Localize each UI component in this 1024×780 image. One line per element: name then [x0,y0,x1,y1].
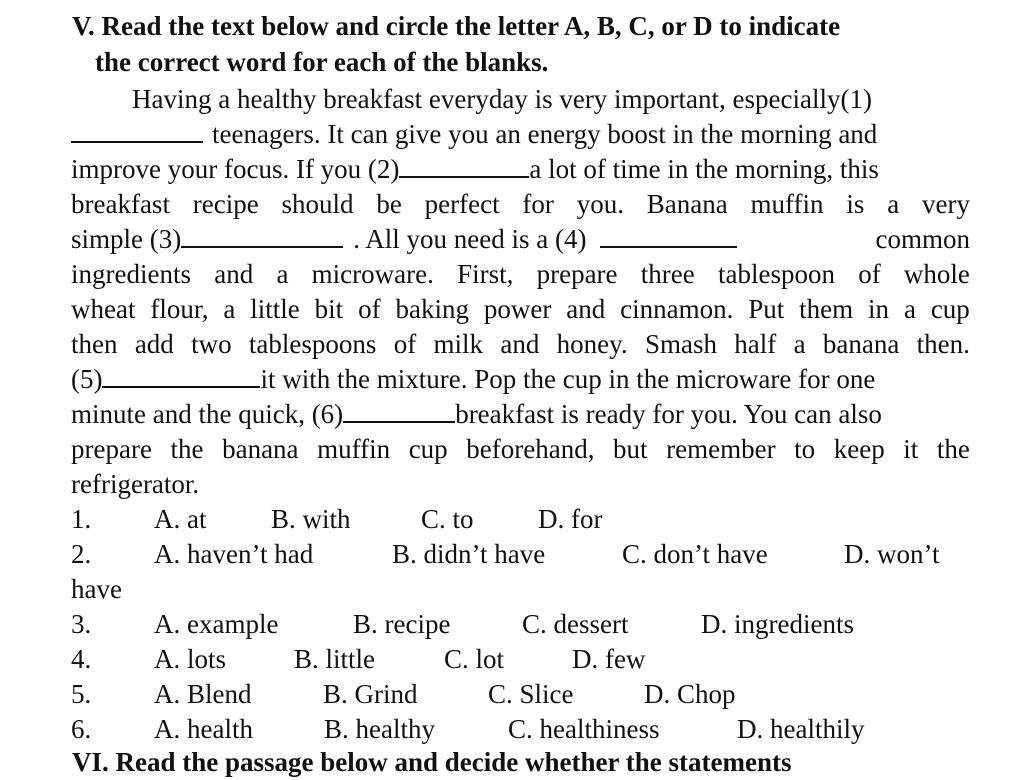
blank-1 [71,119,203,143]
passage-word: remember [666,434,776,464]
passage-word: banana [822,329,900,359]
passage-word: cup [408,434,448,464]
blank-3 [181,224,343,248]
question-number: 4. [71,644,92,674]
passage-line-6 [71,257,970,292]
passage-line-7 [71,292,970,327]
passage-word: prepare [536,259,618,289]
passage-word: flour, [150,294,209,324]
blank-2 [399,154,529,178]
passage-word: a [223,294,236,324]
next-section-heading-cut: VI. Read the passage below and decide whether the statements [72,747,792,777]
passage-word: banana [222,434,299,464]
question-number: 6. [71,714,92,744]
passage-word: and [500,329,540,359]
passage-word: and [566,294,606,324]
option-c: C. dessert [522,609,629,639]
passage-word: of [858,259,881,289]
passage-word: a [276,259,289,289]
passage-word: two [191,329,232,359]
passage-word: prepare [71,434,152,464]
passage-line-1 [71,82,970,117]
option-d: D. Chop [644,679,736,709]
passage-word: tablespoon [717,259,835,289]
passage-line-5 [71,222,970,257]
passage-word: add [134,329,174,359]
passage-text: a lot of time in the morning, this [529,154,879,184]
passage-word: bit [314,294,344,324]
passage-word: Smash [644,329,717,359]
passage-word: to [794,434,816,464]
passage-word: you. [576,189,624,219]
option-a: A. haven’t had [154,539,314,569]
passage-word: a [887,189,900,219]
option-c: C. to [421,504,474,534]
option-d: D. few [572,644,646,674]
passage-word: of [358,294,381,324]
passage-text: minute and the quick, (6) [71,399,344,429]
question-number: 3. [71,609,92,639]
passage-line-12 [71,467,970,502]
option-c: C. lot [444,644,505,674]
passage-word: keep [833,434,885,464]
passage-word: breakfast [71,189,170,219]
passage-word: microware. [311,259,434,289]
option-a: A. Blend [154,679,252,709]
section-heading [72,8,972,80]
passage-text: refrigerator. [71,469,200,499]
passage-word: whole [903,259,970,289]
option-b: B. little [294,644,375,674]
passage-word: muffin [750,189,824,219]
passage-word: milk [433,329,484,359]
passage-word: then. [916,329,970,359]
option-d: D. healthily [737,714,865,744]
passage-text: improve your focus. If you (2) [71,154,400,184]
passage-text: Having a healthy breakfast everyday is very important, especially(1) [132,84,872,114]
blank-5 [102,364,260,388]
option-b: B. healthy [324,714,435,744]
passage-word: perfect [424,189,500,219]
passage-word: half [734,329,777,359]
option-d-wrap: have [71,574,122,604]
passage-word: very [921,189,970,219]
option-c: C. don’t have [622,539,768,569]
passage-word: cup [930,294,970,324]
option-a: A. health [154,714,253,744]
passage-word: but [613,434,648,464]
passage-text: . All you need is a (4) [353,224,587,254]
option-a: A. example [154,609,279,639]
passage-word: a [903,294,916,324]
passage-word: the [170,434,204,464]
passage-line-4 [71,187,970,222]
passage-line-10 [71,397,970,432]
passage-line-8 [71,327,970,362]
option-d: D. won’t [844,539,940,569]
passage-word: it [903,434,919,464]
option-d: D. for [538,504,603,534]
passage-word: them [799,294,854,324]
passage-word: cinnamon. [620,294,734,324]
passage-word: tablespoons [248,329,377,359]
option-b: B. recipe [353,609,451,639]
passage-line-3 [71,152,970,187]
passage-text: teenagers. It can give you an energy boost in the morning and [212,119,878,149]
option-d: D. ingredients [701,609,854,639]
passage-line-11 [71,432,970,467]
passage-word: ingredients [71,259,191,289]
option-b: B. Grind [323,679,418,709]
option-a: A. at [154,504,207,534]
passage-word: little [250,294,300,324]
passage-text: (5) [71,364,103,394]
option-c: C. healthiness [508,714,660,744]
passage-word: the [936,434,970,464]
passage-word: wheat [71,294,136,324]
question-number: 2. [71,539,92,569]
passage-word: beforehand, [466,434,595,464]
passage-word: in [868,294,890,324]
passage-word: is [846,189,865,219]
passage-line-2 [71,117,970,152]
passage-text: breakfast is ready for you. You can also [455,399,882,429]
passage-word: should [281,189,354,219]
heading-line-1: V. Read the text below and circle the letter A, B, C, or D to indicate [72,11,841,41]
passage-word: and [214,259,254,289]
passage-word: three [640,259,695,289]
option-c: C. Slice [488,679,574,709]
passage-word: for [522,189,554,219]
passage-text: simple (3) [71,224,182,254]
option-b: B. didn’t have [392,539,546,569]
passage-line-9 [71,362,970,397]
passage-word: Put [748,294,785,324]
passage-text: it with the mixture. Pop the cup in the microware for one [260,364,876,394]
passage-word: be [376,189,402,219]
option-a: A. lots [154,644,227,674]
passage-word: a [793,329,806,359]
passage-word: honey. [556,329,628,359]
passage-word: First, [457,259,514,289]
option-b: B. with [271,504,351,534]
passage-word: then [71,329,118,359]
passage-word: baking [395,294,469,324]
passage-word: Banana [646,189,728,219]
passage-word: power [483,294,552,324]
blank-6 [343,399,455,423]
question-number: 1. [71,504,92,534]
question-number: 5. [71,679,92,709]
blank-4 [600,224,737,248]
heading-line-2: the correct word for each of the blanks. [95,47,549,77]
passage-word: of [393,329,417,359]
passage-word: recipe [192,189,259,219]
passage-word: muffin [317,434,391,464]
passage-text: common [875,224,970,254]
